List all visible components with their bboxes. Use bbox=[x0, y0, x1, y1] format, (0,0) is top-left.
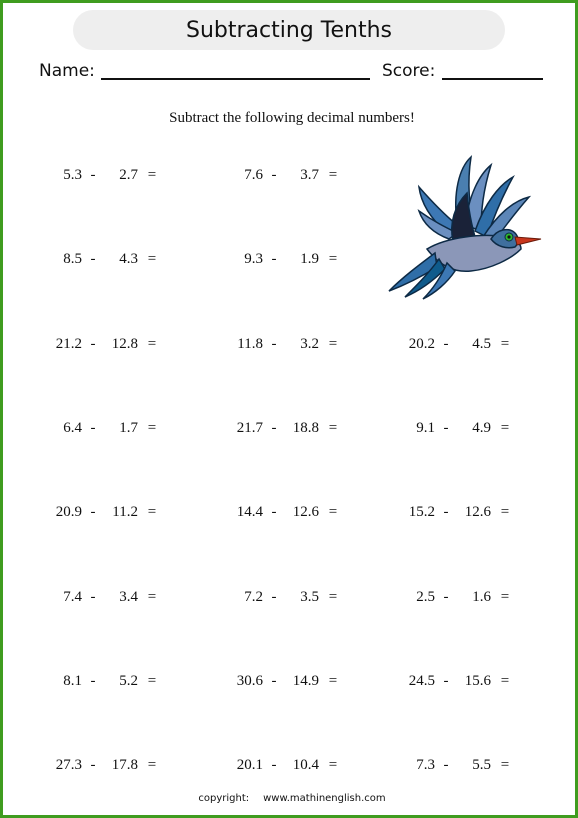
subtrahend: 10.4 bbox=[292, 757, 319, 773]
minus-sign: - bbox=[90, 167, 96, 183]
subtrahend: 2.7 bbox=[119, 167, 138, 183]
minuend: 21.7 bbox=[236, 420, 263, 436]
subtrahend: 3.4 bbox=[119, 589, 138, 605]
subtrahend: 17.8 bbox=[111, 757, 138, 773]
minus-sign: - bbox=[443, 757, 449, 773]
equals-sign: = bbox=[147, 167, 157, 183]
subtrahend: 1.9 bbox=[300, 251, 319, 267]
minus-sign: - bbox=[90, 251, 96, 267]
subtrahend: 3.5 bbox=[300, 589, 319, 605]
minus-sign: - bbox=[90, 336, 96, 352]
minuend: 14.4 bbox=[236, 504, 263, 520]
minus-sign: - bbox=[271, 251, 277, 267]
subtrahend: 4.5 bbox=[472, 336, 491, 352]
minus-sign: - bbox=[271, 589, 277, 605]
minus-sign: - bbox=[90, 757, 96, 773]
subtrahend: 5.2 bbox=[119, 673, 138, 689]
minus-sign: - bbox=[90, 504, 96, 520]
subtrahend: 14.9 bbox=[292, 673, 319, 689]
subtrahend: 4.3 bbox=[119, 251, 138, 267]
subtrahend: 3.7 bbox=[300, 167, 319, 183]
minuend: 8.1 bbox=[63, 673, 82, 689]
subtrahend: 11.2 bbox=[112, 504, 138, 520]
subtrahend: 18.8 bbox=[292, 420, 319, 436]
equals-sign: = bbox=[328, 251, 338, 267]
equals-sign: = bbox=[500, 504, 510, 520]
minuend: 7.3 bbox=[416, 757, 435, 773]
minuend: 27.3 bbox=[55, 757, 82, 773]
name-blank-line bbox=[101, 78, 370, 80]
equals-sign: = bbox=[147, 504, 157, 520]
copyright-label: copyright: bbox=[198, 793, 250, 804]
minus-sign: - bbox=[443, 420, 449, 436]
website-link[interactable]: www.mathinenglish.com bbox=[263, 793, 386, 804]
minuend: 7.4 bbox=[63, 589, 82, 605]
minus-sign: - bbox=[271, 504, 277, 520]
minus-sign: - bbox=[443, 336, 449, 352]
subtrahend: 15.6 bbox=[464, 673, 491, 689]
equals-sign: = bbox=[147, 589, 157, 605]
equals-sign: = bbox=[500, 673, 510, 689]
instruction-text: Subtract the following decimal numbers! bbox=[169, 110, 415, 126]
equals-sign: = bbox=[328, 420, 338, 436]
equals-sign: = bbox=[328, 504, 338, 520]
minus-sign: - bbox=[90, 420, 96, 436]
subtrahend: 12.6 bbox=[292, 504, 319, 520]
minus-sign: - bbox=[271, 336, 277, 352]
minus-sign: - bbox=[271, 167, 277, 183]
minus-sign: - bbox=[90, 589, 96, 605]
minuend: 7.2 bbox=[244, 589, 263, 605]
subtrahend: 1.7 bbox=[119, 420, 138, 436]
subtrahend: 12.6 bbox=[464, 504, 491, 520]
name-label: Name: bbox=[39, 61, 95, 81]
minuend: 24.5 bbox=[408, 673, 435, 689]
subtrahend: 4.9 bbox=[472, 420, 491, 436]
minus-sign: - bbox=[271, 673, 277, 689]
minuend: 5.3 bbox=[63, 167, 82, 183]
subtrahend: 3.2 bbox=[300, 336, 319, 352]
equals-sign: = bbox=[328, 589, 338, 605]
equals-sign: = bbox=[328, 673, 338, 689]
equals-sign: = bbox=[147, 757, 157, 773]
subtrahend: 1.6 bbox=[472, 589, 491, 605]
score-blank-line bbox=[442, 78, 543, 80]
minuend: 21.2 bbox=[55, 336, 82, 352]
equals-sign: = bbox=[500, 336, 510, 352]
equals-sign: = bbox=[500, 420, 510, 436]
minus-sign: - bbox=[90, 673, 96, 689]
minuend: 7.6 bbox=[244, 167, 263, 183]
minus-sign: - bbox=[443, 504, 449, 520]
minuend: 8.5 bbox=[63, 251, 82, 267]
minuend: 20.1 bbox=[236, 757, 263, 773]
minuend: 6.4 bbox=[63, 420, 82, 436]
minus-sign: - bbox=[443, 673, 449, 689]
subtrahend: 5.5 bbox=[472, 757, 491, 773]
equals-sign: = bbox=[328, 167, 338, 183]
flying-bird-icon bbox=[387, 153, 547, 303]
equals-sign: = bbox=[500, 589, 510, 605]
equals-sign: = bbox=[147, 420, 157, 436]
minuend: 9.1 bbox=[416, 420, 435, 436]
minuend: 15.2 bbox=[408, 504, 435, 520]
worksheet-title: Subtracting Tenths bbox=[73, 10, 505, 50]
equals-sign: = bbox=[147, 673, 157, 689]
equals-sign: = bbox=[147, 336, 157, 352]
minuend: 30.6 bbox=[236, 673, 263, 689]
footer-copyright bbox=[3, 793, 578, 804]
minuend: 20.9 bbox=[55, 504, 82, 520]
minus-sign: - bbox=[271, 757, 277, 773]
equals-sign: = bbox=[147, 251, 157, 267]
equals-sign: = bbox=[328, 336, 338, 352]
equals-sign: = bbox=[500, 757, 510, 773]
subtrahend: 12.8 bbox=[111, 336, 138, 352]
minus-sign: - bbox=[443, 589, 449, 605]
minuend: 20.2 bbox=[408, 336, 435, 352]
minuend: 9.3 bbox=[244, 251, 263, 267]
score-label: Score: bbox=[382, 61, 436, 81]
equals-sign: = bbox=[328, 757, 338, 773]
minuend: 11.8 bbox=[237, 336, 263, 352]
minus-sign: - bbox=[271, 420, 277, 436]
minuend: 2.5 bbox=[416, 589, 435, 605]
